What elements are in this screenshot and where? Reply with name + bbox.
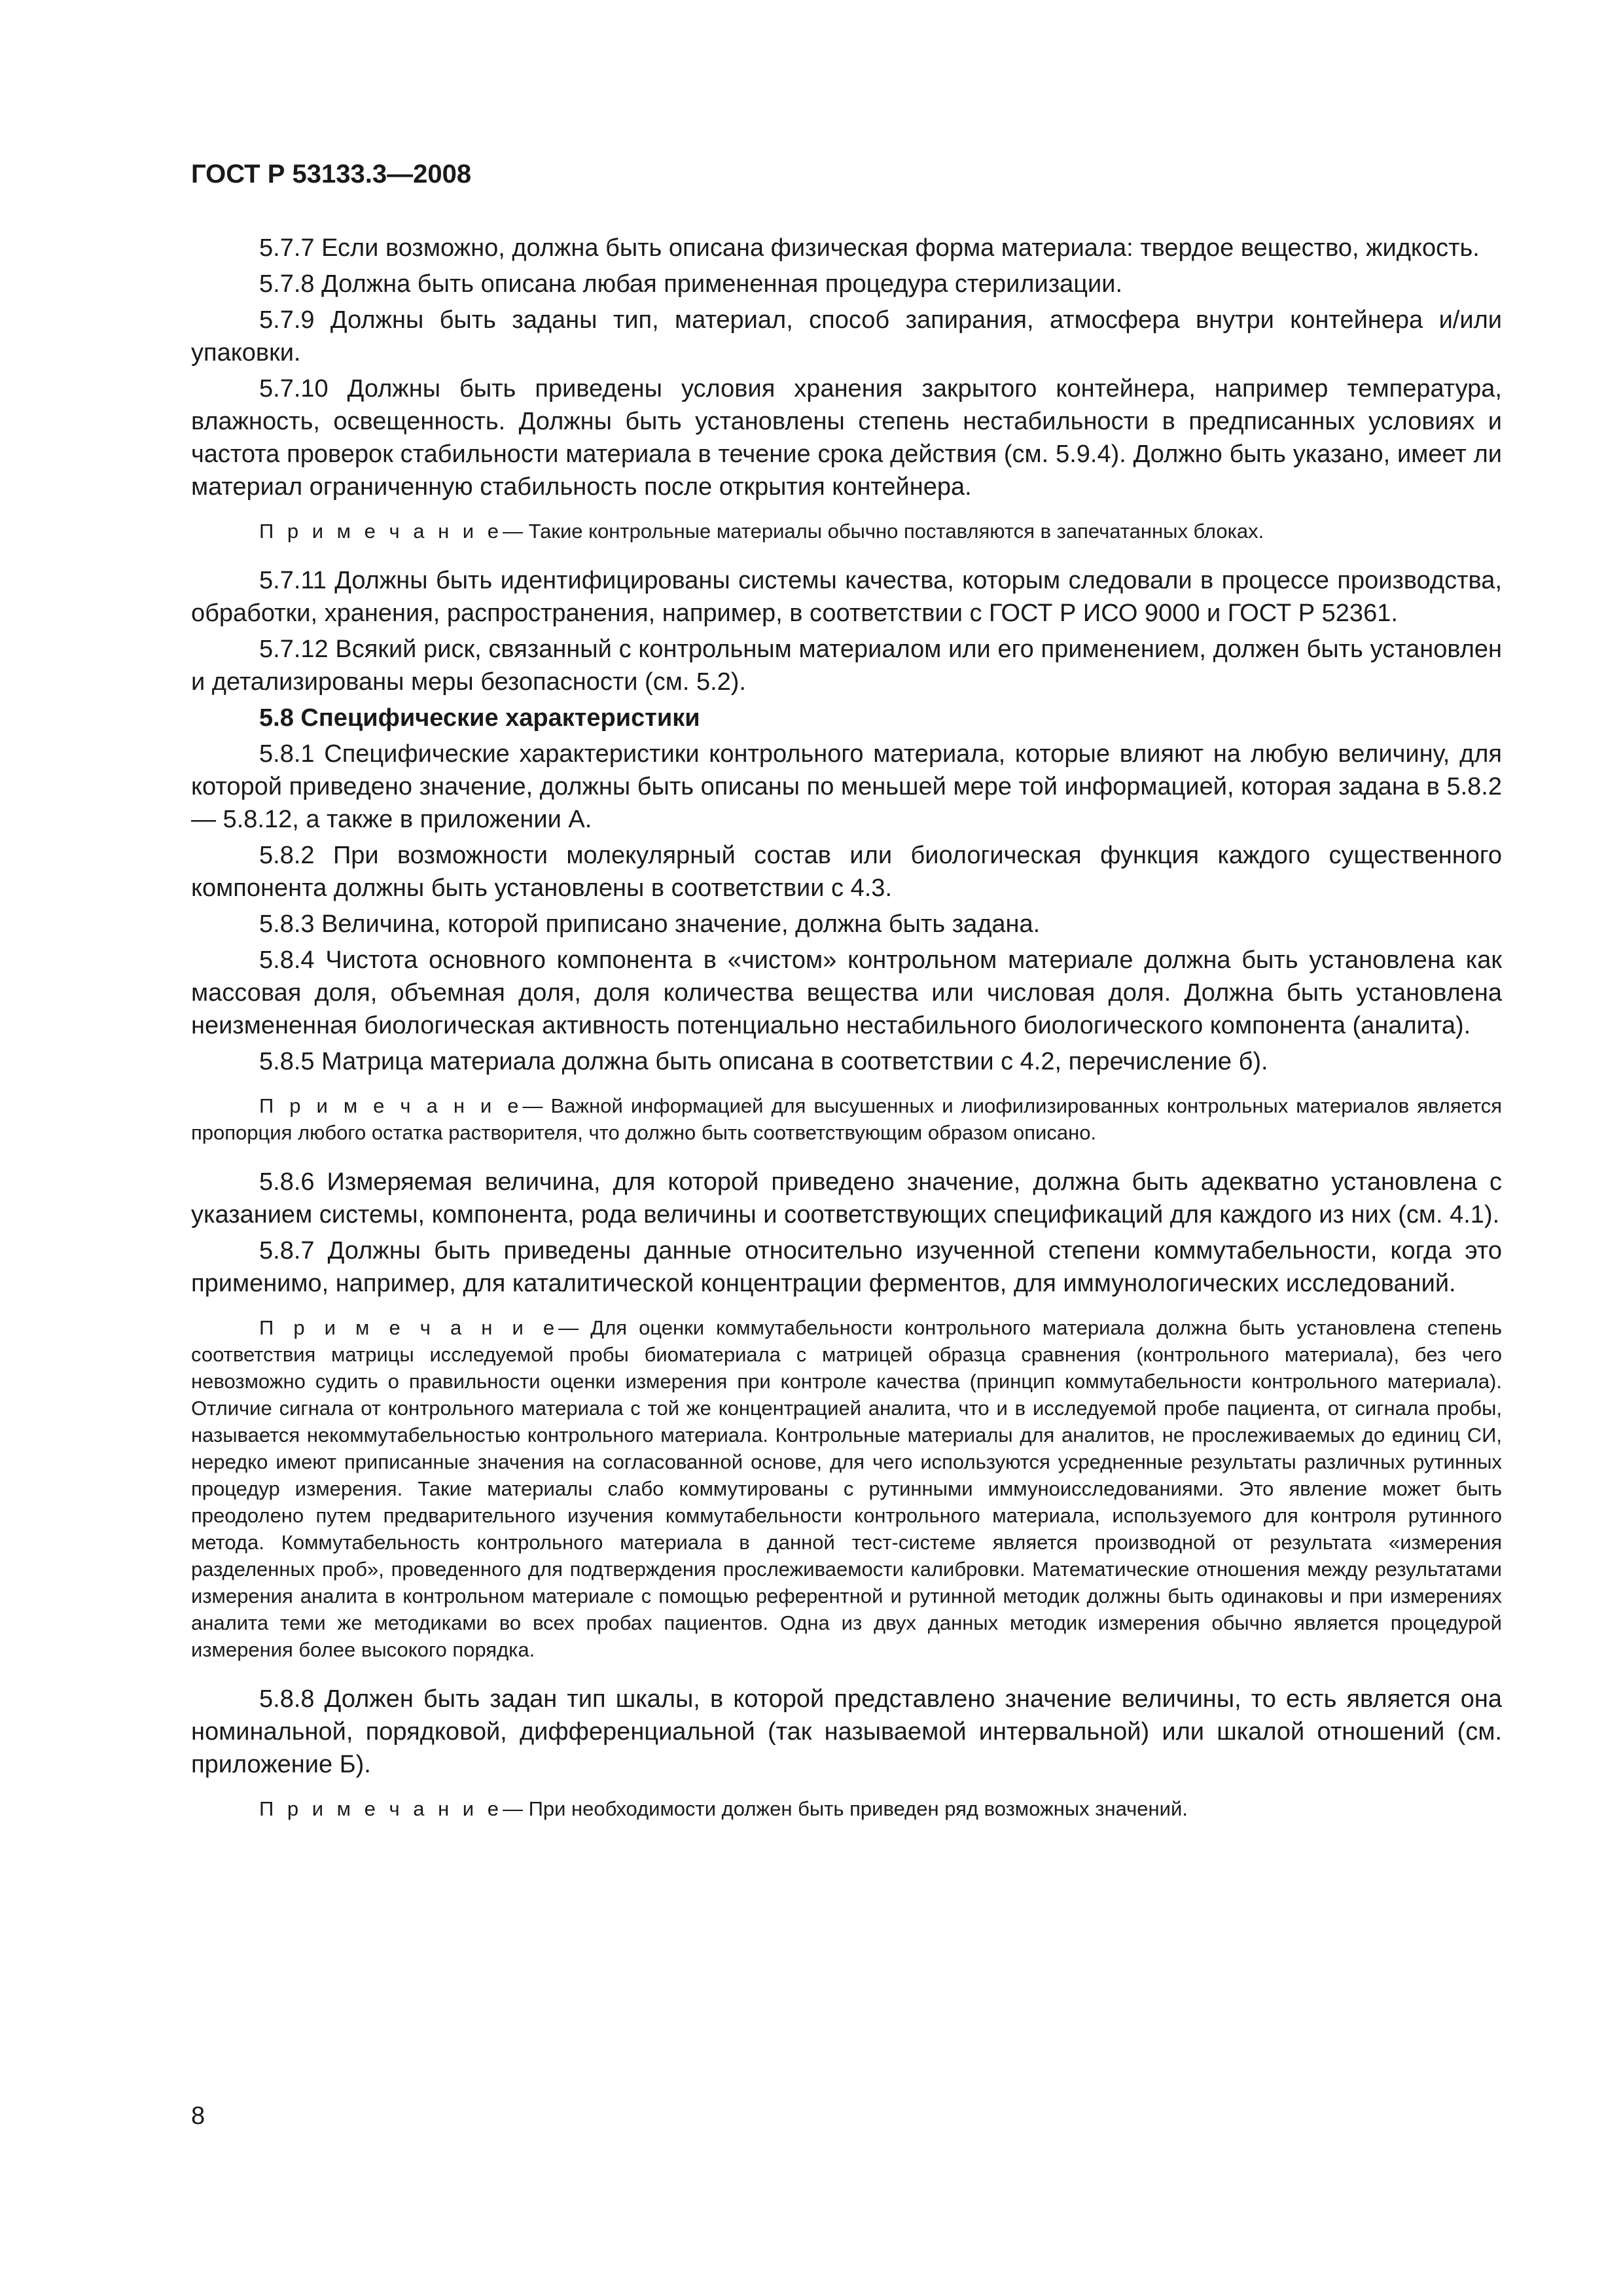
clause-5-8-1: 5.8.1 Специфические характеристики контрольного материала, которые влияют на любую величину, для которой приведено значение, должны быть описаны по меньшей мере той информацией, которая задана в 5.8.2 — 5.8.12, а также в приложении А. (191, 740, 1502, 833)
clause-5-8-7: 5.8.7 Должны быть приведены данные относительно изученной степени коммутабельности, когда это применимо, например, для каталитической концентрации ферментов, для иммунологических исследований. (191, 1237, 1502, 1297)
clause-5-8-2: 5.8.2 При возможности молекулярный состав или биологическая функция каждого существенного компонента должны быть установлены в соответствии с 4.3. (191, 842, 1502, 902)
clause-5-8-3: 5.8.3 Величина, которой приписано значение, должна быть задана. (259, 910, 1041, 938)
note-2-text: — Важной информацией для высушенных и лиофилизированных контрольных материалов является пропорция любого остатка растворителя, что должно быть соответствующим образом описано. (191, 1094, 1502, 1144)
note-label: П р и м е ч а н и е (259, 1316, 559, 1339)
note-label: П р и м е ч а н и е (259, 1094, 523, 1117)
clause-5-7-7: 5.7.7 Если возможно, должна быть описана физическая форма материала: твердое вещество, жидкость. (259, 234, 1480, 262)
note-3 (191, 1314, 1502, 1663)
clause-5-7-11: 5.7.11 Должны быть идентифицированы системы качества, которым следовали в процессе производства, обработки, хранения, распространения, например, в соответствии с ГОСТ Р ИСО 9000 и ГОСТ Р 52361. (191, 567, 1502, 627)
note-4 (191, 1795, 1502, 1822)
note-1-text: — Такие контрольные материалы обычно поставляются в запечатанных блоках. (502, 520, 1264, 543)
clause-5-8-8: 5.8.8 Должен быть задан тип шкалы, в которой представлено значение величины, то есть является она номинальной, порядковой, дифференциальной (так называемой интервальной) или шкалой отношений (см. приложение Б). (191, 1685, 1502, 1778)
clause-5-8-5: 5.8.5 Матрица материала должна быть описана в соответствии с 4.2, перечисление б). (259, 1048, 1268, 1075)
note-3-text: — Для оценки коммутабельности контрольного материала должна быть установлена степень соответствия матрицы исследуемой пробы биоматериала с матрицей образца сравнения (контрольного материала), без чего невозможно судить о правильности оценки измерения при контроле качества (принцип коммутабельности контрольного материала). Отличие сигнала от контрольного материала с той же концентрацией аналита, что и в исследуемой пробе пациента, от сигнала пробы, называется некоммутабельностью контрольного материала. Контрольные материалы для аналитов, не прослеживаемых до единиц СИ, нередко имеют приписанные значения на согласованной основе, для чего используются усредненные результаты различных рутинных процедур измерения. Такие материалы слабо коммутированы с рутинными иммуноисследованиями. Это явление может быть преодолено путем предварительного изучения коммутабельности контрольного материала, используемого для контроля рутинного метода. Коммутабельность контрольного материала в данной тест-системе является производной от результата «измерения разделенных проб», проведенного для подтверждения прослеживаемости калибровки. Математические отношения между результатами измерения аналита в контрольном материале с помощью референтной и рутинной методик должны быть одинаковы и при измерениях аналита теми же методиками во всех пробах пациентов. Одна из двух данных методик измерения обычно является процедурой измерения более высокого порядка. (191, 1316, 1502, 1661)
document-page (191, 157, 1502, 1842)
note-label: П р и м е ч а н и е (259, 1797, 503, 1820)
note-1 (191, 518, 1502, 545)
clause-5-7-9: 5.7.9 Должны быть заданы тип, материал, способ запирания, атмосфера внутри контейнера и/или упаковки. (191, 306, 1502, 367)
clause-5-7-12: 5.7.12 Всякий риск, связанный с контрольным материалом или его применением, должен быть установлен и детализированы меры безопасности (см. 5.2). (191, 636, 1502, 696)
clause-5-8-6: 5.8.6 Измеряемая величина, для которой приведено значение, должна быть адекватно установлена с указанием системы, компонента, рода величины и соответствующих спецификаций для каждого из них (см. 4.1). (191, 1168, 1502, 1229)
clause-5-8-4: 5.8.4 Чистота основного компонента в «чистом» контрольном материале должна быть установлена как массовая доля, объемная доля, доля количества вещества или числовая доля. Должна быть установлена неизмененная биологическая активность потенциально нестабильного биологического компонента (аналита). (191, 946, 1502, 1039)
note-2 (191, 1092, 1502, 1146)
note-4-text: — При необходимости должен быть приведен ряд возможных значений. (502, 1797, 1188, 1820)
clause-5-7-10: 5.7.10 Должны быть приведены условия хранения закрытого контейнера, например температура, влажность, освещенность. Должны быть установлены степень нестабильности в предписанных условиях и частота проверок стабильности материала в течение срока действия (см. 5.9.4). Должно быть указано, имеет ли материал ограниченную стабильность после открытия контейнера. (191, 375, 1502, 501)
clause-5-7-8: 5.7.8 Должна быть описана любая примененная процедура стерилизации. (259, 270, 1123, 298)
document-header: ГОСТ Р 53133.3—2008 (191, 160, 472, 188)
note-label: П р и м е ч а н и е (259, 520, 503, 543)
page-number: 8 (191, 2102, 205, 2130)
section-title-5-8: 5.8 Специфические характеристики (259, 704, 700, 732)
